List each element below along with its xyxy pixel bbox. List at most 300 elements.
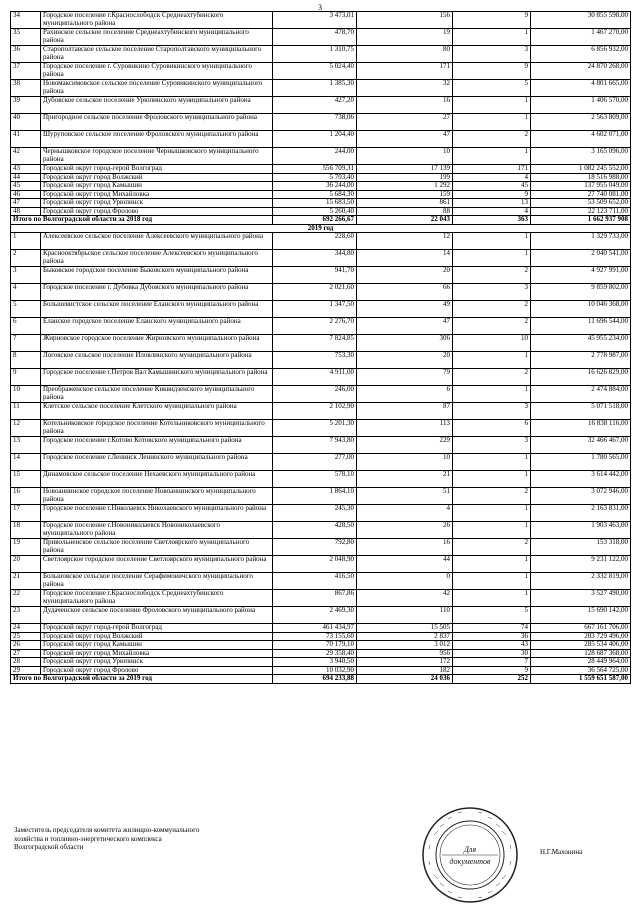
row-number: 8 <box>11 352 41 369</box>
area-value: 2 276,70 <box>273 318 357 335</box>
area-value: 3 940,50 <box>273 658 357 667</box>
houses-value: 1 <box>453 573 531 590</box>
houses-value: 2 <box>453 488 531 505</box>
municipality-name: Клетское сельское поселение Клетского муниципального района <box>41 403 273 420</box>
cost-value: 10 046 368,00 <box>531 301 631 318</box>
residents-value: 20 <box>357 267 453 284</box>
houses-value: 1 <box>453 471 531 488</box>
area-value: 3 473,01 <box>273 12 357 29</box>
area-value: 15 683,50 <box>273 199 357 208</box>
row-number: 3 <box>11 267 41 284</box>
residents-value: 113 <box>357 420 453 437</box>
row-number: 45 <box>11 182 41 191</box>
area-value: 428,50 <box>273 522 357 539</box>
table-row <box>11 522 631 539</box>
municipality-name: Городской округ город Камышин <box>41 182 273 191</box>
total-area: 694 233,88 <box>273 675 357 684</box>
cost-value: 3 614 442,00 <box>531 471 631 488</box>
residents-value: 229 <box>357 437 453 454</box>
area-value: 416,50 <box>273 573 357 590</box>
area-value: 478,70 <box>273 29 357 46</box>
total-cost: 1 559 651 587,00 <box>531 675 631 684</box>
area-value: 10 032,90 <box>273 666 357 675</box>
cost-value: 3 072 946,00 <box>531 488 631 505</box>
houses-value: 9 <box>453 63 531 80</box>
table-row <box>11 437 631 454</box>
residents-value: 1 292 <box>357 182 453 191</box>
total-houses: 363 <box>453 216 531 225</box>
row-number: 2 <box>11 250 41 267</box>
cost-value: 2 778 987,00 <box>531 352 631 369</box>
row-number: 41 <box>11 131 41 148</box>
houses-value: 1 <box>453 29 531 46</box>
cost-value: 2 474 884,00 <box>531 386 631 403</box>
residents-value: 171 <box>357 63 453 80</box>
houses-value: 171 <box>453 165 531 174</box>
residents-value: 14 <box>357 250 453 267</box>
municipality-name: Логовское сельское поселение Иловлинского муниципального района <box>41 352 273 369</box>
table-row <box>11 63 631 80</box>
area-value: 246,00 <box>273 386 357 403</box>
houses-value: 3 <box>453 46 531 63</box>
row-number: 25 <box>11 632 41 641</box>
houses-value: 2 <box>453 131 531 148</box>
area-value: 867,86 <box>273 590 357 607</box>
row-number: 5 <box>11 301 41 318</box>
residents-value: 79 <box>357 369 453 386</box>
residents-value: 159 <box>357 190 453 199</box>
area-value: 427,20 <box>273 97 357 114</box>
total-label: Итого по Волгоградской области за 2019 год <box>11 675 273 684</box>
municipality-name: Городское поселение г. Суровикино Суровикинского муниципального района <box>41 63 273 80</box>
table-row <box>11 97 631 114</box>
area-value: 70 179,10 <box>273 641 357 650</box>
residents-value: 80 <box>357 46 453 63</box>
residents-value: 110 <box>357 607 453 624</box>
svg-text:документов: документов <box>449 857 491 866</box>
houses-value: 6 <box>453 420 531 437</box>
total-residents: 24 036 <box>357 675 453 684</box>
area-value: 228,60 <box>273 233 357 250</box>
houses-value: 4 <box>453 207 531 216</box>
row-number: 14 <box>11 454 41 471</box>
row-number: 24 <box>11 624 41 633</box>
svg-text:Для: Для <box>463 845 477 854</box>
area-value: 461 434,97 <box>273 624 357 633</box>
row-number: 15 <box>11 471 41 488</box>
municipality-name: Большовское сельское поселение Серафимовичского муниципального района <box>41 573 273 590</box>
municipality-name: Котельниковское городское поселение Котельниковского муниципального района <box>41 420 273 437</box>
table-row <box>11 488 631 505</box>
table-row <box>11 335 631 352</box>
residents-value: 17 139 <box>357 165 453 174</box>
municipality-name: Городской округ город Фролово <box>41 207 273 216</box>
cost-value: 30 855 598,00 <box>531 12 631 29</box>
area-value: 738,06 <box>273 114 357 131</box>
municipality-name: Городское поселение г.Петров Вал Камышинского муниципального района <box>41 369 273 386</box>
municipality-name: Городской округ город Михайловка <box>41 649 273 658</box>
cost-value: 1 780 565,00 <box>531 454 631 471</box>
table-row <box>11 556 631 573</box>
houses-value: 36 <box>453 632 531 641</box>
cost-value: 53 509 652,00 <box>531 199 631 208</box>
table-row <box>11 318 631 335</box>
table-row <box>11 267 631 284</box>
houses-value: 2 <box>453 539 531 556</box>
houses-value: 2 <box>453 318 531 335</box>
residents-value: 15 505 <box>357 624 453 633</box>
municipality-name: Пригородное сельское поселение Фроловского муниципального района <box>41 114 273 131</box>
houses-value: 3 <box>453 437 531 454</box>
row-number: 37 <box>11 63 41 80</box>
cost-value: 4 801 665,00 <box>531 80 631 97</box>
table-row <box>11 301 631 318</box>
area-value: 344,80 <box>273 250 357 267</box>
residents-value: 172 <box>357 658 453 667</box>
row-number: 6 <box>11 318 41 335</box>
residents-value: 199 <box>357 173 453 182</box>
cost-value: 2 332 819,00 <box>531 573 631 590</box>
table-row <box>11 420 631 437</box>
residents-value: 27 <box>357 114 453 131</box>
residents-value: 87 <box>357 403 453 420</box>
total-houses: 252 <box>453 675 531 684</box>
cost-value: 32 466 467,00 <box>531 437 631 454</box>
area-value: 753,30 <box>273 352 357 369</box>
area-value: 5 201,30 <box>273 420 357 437</box>
residents-value: 0 <box>357 573 453 590</box>
row-number: 40 <box>11 114 41 131</box>
municipality-name: Городской округ город Волжский <box>41 173 273 182</box>
municipality-name: Городской округ город Михайловка <box>41 190 273 199</box>
area-value: 5 703,40 <box>273 173 357 182</box>
area-value: 2 469,30 <box>273 607 357 624</box>
municipality-name: Старополтавское сельское поселение Старополтавского муниципального района <box>41 46 273 63</box>
municipality-name: Жирновское городское поселение Жирновского муниципального района <box>41 335 273 352</box>
total-row <box>11 216 631 225</box>
cost-value: 153 318,00 <box>531 539 631 556</box>
row-number: 36 <box>11 46 41 63</box>
table-row <box>11 46 631 63</box>
municipality-name: Краснооктябрьское сельское поселение Алексеевского муниципального района <box>41 250 273 267</box>
table-row <box>11 207 631 216</box>
area-value: 36 244,00 <box>273 182 357 191</box>
residents-value: 10 <box>357 148 453 165</box>
row-number: 44 <box>11 173 41 182</box>
municipality-name: Городской округ город Урюпинск <box>41 199 273 208</box>
municipality-name: Дубовское сельское поселение Урюпинского муниципального района <box>41 97 273 114</box>
table-row <box>11 284 631 301</box>
residents-value: 19 <box>357 29 453 46</box>
area-value: 2 102,90 <box>273 403 357 420</box>
residents-value: 66 <box>357 284 453 301</box>
municipality-name: Городской округ город-герой Волгоград <box>41 624 273 633</box>
residents-value: 51 <box>357 488 453 505</box>
cost-value: 3 527 490,00 <box>531 590 631 607</box>
row-number: 1 <box>11 233 41 250</box>
municipality-name: Городской округ город Камышин <box>41 641 273 650</box>
cost-value: 18 516 988,00 <box>531 173 631 182</box>
row-number: 47 <box>11 199 41 208</box>
cost-value: 16 626 829,00 <box>531 369 631 386</box>
houses-value: 1 <box>453 114 531 131</box>
table-row <box>11 182 631 191</box>
row-number: 17 <box>11 505 41 522</box>
municipality-name: Чернышковское городское поселение Чернышковского муниципального района <box>41 148 273 165</box>
municipality-name: Городское поселение г.Краснослободск Среднеахтубинского муниципального района <box>41 590 273 607</box>
municipality-name: Преображенское сельское поселение Киквидзенского муниципального района <box>41 386 273 403</box>
table-row <box>11 131 631 148</box>
municipality-name: Новоаннинское городское поселение Новоаннинского муниципального района <box>41 488 273 505</box>
municipality-name: Динамовское сельское поселение Нехаевского муниципального района <box>41 471 273 488</box>
area-value: 5 024,40 <box>273 63 357 80</box>
table-row <box>11 649 631 658</box>
area-value: 1 385,30 <box>273 80 357 97</box>
table-row <box>11 386 631 403</box>
houses-value: 2 <box>453 369 531 386</box>
area-value: 1 310,75 <box>273 46 357 63</box>
table-row <box>11 148 631 165</box>
cost-value: 667 161 706,00 <box>531 624 631 633</box>
table-row <box>11 173 631 182</box>
houses-value: 9 <box>453 12 531 29</box>
table-body-2018 <box>11 12 631 225</box>
houses-value: 74 <box>453 624 531 633</box>
houses-value: 43 <box>453 641 531 650</box>
cost-value: 4 927 991,00 <box>531 267 631 284</box>
area-value: 2 021,60 <box>273 284 357 301</box>
houses-value: 1 <box>453 556 531 573</box>
row-number: 7 <box>11 335 41 352</box>
houses-value: 3 <box>453 403 531 420</box>
municipality-name: Быковское городское поселение Быковского муниципального района <box>41 267 273 284</box>
cost-value: 2 040 541,00 <box>531 250 631 267</box>
housing-table <box>10 11 631 684</box>
houses-value: 4 <box>453 173 531 182</box>
municipality-name: Привольненское сельское поселение Светлоярского муниципального района <box>41 539 273 556</box>
residents-value: 47 <box>357 318 453 335</box>
table-row <box>11 666 631 675</box>
table-row <box>11 539 631 556</box>
area-value: 556 709,31 <box>273 165 357 174</box>
page-number: 3 <box>318 3 322 12</box>
row-number: 38 <box>11 80 41 97</box>
row-number: 26 <box>11 641 41 650</box>
table-row <box>11 632 631 641</box>
cost-value: 2 163 831,00 <box>531 505 631 522</box>
municipality-name: Еланское городское поселение Еланского муниципального района <box>41 318 273 335</box>
area-value: 7 824,85 <box>273 335 357 352</box>
residents-value: 156 <box>357 12 453 29</box>
table-row <box>11 114 631 131</box>
residents-value: 10 <box>357 454 453 471</box>
residents-value: 26 <box>357 522 453 539</box>
residents-value: 20 <box>357 352 453 369</box>
row-number: 21 <box>11 573 41 590</box>
residents-value: 42 <box>357 590 453 607</box>
cost-value: 22 123 711,00 <box>531 207 631 216</box>
municipality-name: Городской округ город Волжский <box>41 632 273 641</box>
area-value: 245,30 <box>273 505 357 522</box>
row-number: 18 <box>11 522 41 539</box>
houses-value: 10 <box>453 335 531 352</box>
row-number: 29 <box>11 666 41 675</box>
row-number: 27 <box>11 649 41 658</box>
table-row <box>11 454 631 471</box>
cost-value: 27 740 081,00 <box>531 190 631 199</box>
area-value: 29 358,40 <box>273 649 357 658</box>
cost-value: 4 602 071,00 <box>531 131 631 148</box>
cost-value: 128 687 368,00 <box>531 649 631 658</box>
municipality-name: Городское поселение г.Котово Котовского муниципального района <box>41 437 273 454</box>
total-label: Итого по Волгоградской области за 2018 год <box>11 216 273 225</box>
row-number: 23 <box>11 607 41 624</box>
table-row <box>11 471 631 488</box>
houses-value: 1 <box>453 590 531 607</box>
houses-value: 9 <box>453 666 531 675</box>
municipality-name: Городской округ город Урюпинск <box>41 658 273 667</box>
houses-value: 13 <box>453 199 531 208</box>
residents-value: 49 <box>357 301 453 318</box>
residents-value: 44 <box>357 556 453 573</box>
municipality-name: Большевистское сельское поселение Еланского муниципального района <box>41 301 273 318</box>
municipality-name: Городское поселение г.Краснослободск Среднеахтубинского муниципального района <box>41 12 273 29</box>
houses-value: 2 <box>453 267 531 284</box>
total-residents: 22 043 <box>357 216 453 225</box>
area-value: 2 048,90 <box>273 556 357 573</box>
row-number: 9 <box>11 369 41 386</box>
row-number: 20 <box>11 556 41 573</box>
table-row <box>11 573 631 590</box>
houses-value: 9 <box>453 190 531 199</box>
houses-value: 45 <box>453 182 531 191</box>
row-number: 11 <box>11 403 41 420</box>
cost-value: 36 564 725,00 <box>531 666 631 675</box>
residents-value: 2 837 <box>357 632 453 641</box>
residents-value: 47 <box>357 131 453 148</box>
cost-value: 137 955 049,00 <box>531 182 631 191</box>
row-number: 34 <box>11 12 41 29</box>
row-number: 13 <box>11 437 41 454</box>
row-number: 28 <box>11 658 41 667</box>
table-row <box>11 250 631 267</box>
area-value: 5 684,30 <box>273 190 357 199</box>
area-value: 4 911,00 <box>273 369 357 386</box>
area-value: 1 204,40 <box>273 131 357 148</box>
cost-value: 11 696 544,00 <box>531 318 631 335</box>
cost-value: 1 406 570,00 <box>531 97 631 114</box>
table-row <box>11 658 631 667</box>
area-value: 277,00 <box>273 454 357 471</box>
area-value: 1 347,50 <box>273 301 357 318</box>
table-row <box>11 190 631 199</box>
row-number: 10 <box>11 386 41 403</box>
area-value: 73 155,60 <box>273 632 357 641</box>
signer-name: Н.Г.Махонина <box>540 848 583 856</box>
cost-value: 16 838 116,00 <box>531 420 631 437</box>
signature-block <box>14 826 199 852</box>
row-number: 22 <box>11 590 41 607</box>
table-body-2019 <box>11 224 631 683</box>
municipality-name: Алексеевское сельское поселение Алексеевского муниципального района <box>41 233 273 250</box>
residents-value: 16 <box>357 97 453 114</box>
residents-value: 861 <box>357 199 453 208</box>
cost-value: 1 082 245 552,00 <box>531 165 631 174</box>
year-header-row <box>11 224 631 233</box>
residents-value: 21 <box>357 471 453 488</box>
area-value: 7 943,80 <box>273 437 357 454</box>
houses-value: 1 <box>453 97 531 114</box>
area-value: 244,00 <box>273 148 357 165</box>
municipality-name: Дудаченское сельское поселение Фроловского муниципального района <box>41 607 273 624</box>
row-number: 19 <box>11 539 41 556</box>
table-row <box>11 607 631 624</box>
cost-value: 5 071 518,00 <box>531 403 631 420</box>
cost-value: 6 856 932,00 <box>531 46 631 63</box>
municipality-name: Шуруповское сельское поселение Фроловского муниципального района <box>41 131 273 148</box>
houses-value: 1 <box>453 522 531 539</box>
signer-position-line1: Заместитель председателя комитета жилищно-коммунального <box>14 826 200 834</box>
cost-value: 1 467 270,00 <box>531 29 631 46</box>
table-row <box>11 80 631 97</box>
table-row <box>11 352 631 369</box>
total-row <box>11 675 631 684</box>
residents-value: 4 <box>357 505 453 522</box>
row-number: 12 <box>11 420 41 437</box>
cost-value: 2 563 809,00 <box>531 114 631 131</box>
row-number: 46 <box>11 190 41 199</box>
residents-value: 16 <box>357 539 453 556</box>
table-row <box>11 590 631 607</box>
table-row <box>11 505 631 522</box>
residents-value: 3 012 <box>357 641 453 650</box>
houses-value: 5 <box>453 80 531 97</box>
cost-value: 3 165 096,00 <box>531 148 631 165</box>
row-number: 4 <box>11 284 41 301</box>
cost-value: 1 903 463,00 <box>531 522 631 539</box>
municipality-name: Городское поселение г. Дубовка Дубовского муниципального района <box>41 284 273 301</box>
residents-value: 88 <box>357 207 453 216</box>
signer-position-line2: хозяйства и топливно-энергетического комплекса <box>14 834 162 843</box>
table-row <box>11 369 631 386</box>
row-number: 16 <box>11 488 41 505</box>
cost-value: 9 859 802,00 <box>531 284 631 301</box>
houses-value: 3 <box>453 284 531 301</box>
municipality-name: Рахинское сельское поселение Среднеахтубинского муниципального района <box>41 29 273 46</box>
row-number: 48 <box>11 207 41 216</box>
cost-value: 24 870 268,00 <box>531 63 631 80</box>
cost-value: 1 329 733,00 <box>531 233 631 250</box>
houses-value: 1 <box>453 352 531 369</box>
houses-value: 30 <box>453 649 531 658</box>
residents-value: 956 <box>357 649 453 658</box>
municipality-name: Городское поселение г.Николаевск Николаевского муниципального района <box>41 505 273 522</box>
row-number: 43 <box>11 165 41 174</box>
municipality-name: Городское поселение г.Новониколаевск Новониколаевского муниципального района <box>41 522 273 539</box>
houses-value: 1 <box>453 505 531 522</box>
municipality-name: Городской округ город-герой Волгоград <box>41 165 273 174</box>
table-row <box>11 199 631 208</box>
area-value: 578,10 <box>273 471 357 488</box>
table-row <box>11 641 631 650</box>
table-row <box>11 403 631 420</box>
area-value: 5 260,40 <box>273 207 357 216</box>
table-row <box>11 233 631 250</box>
cost-value: 15 690 142,00 <box>531 607 631 624</box>
cost-value: 203 729 496,00 <box>531 632 631 641</box>
residents-value: 182 <box>357 666 453 675</box>
official-stamp <box>420 805 520 905</box>
